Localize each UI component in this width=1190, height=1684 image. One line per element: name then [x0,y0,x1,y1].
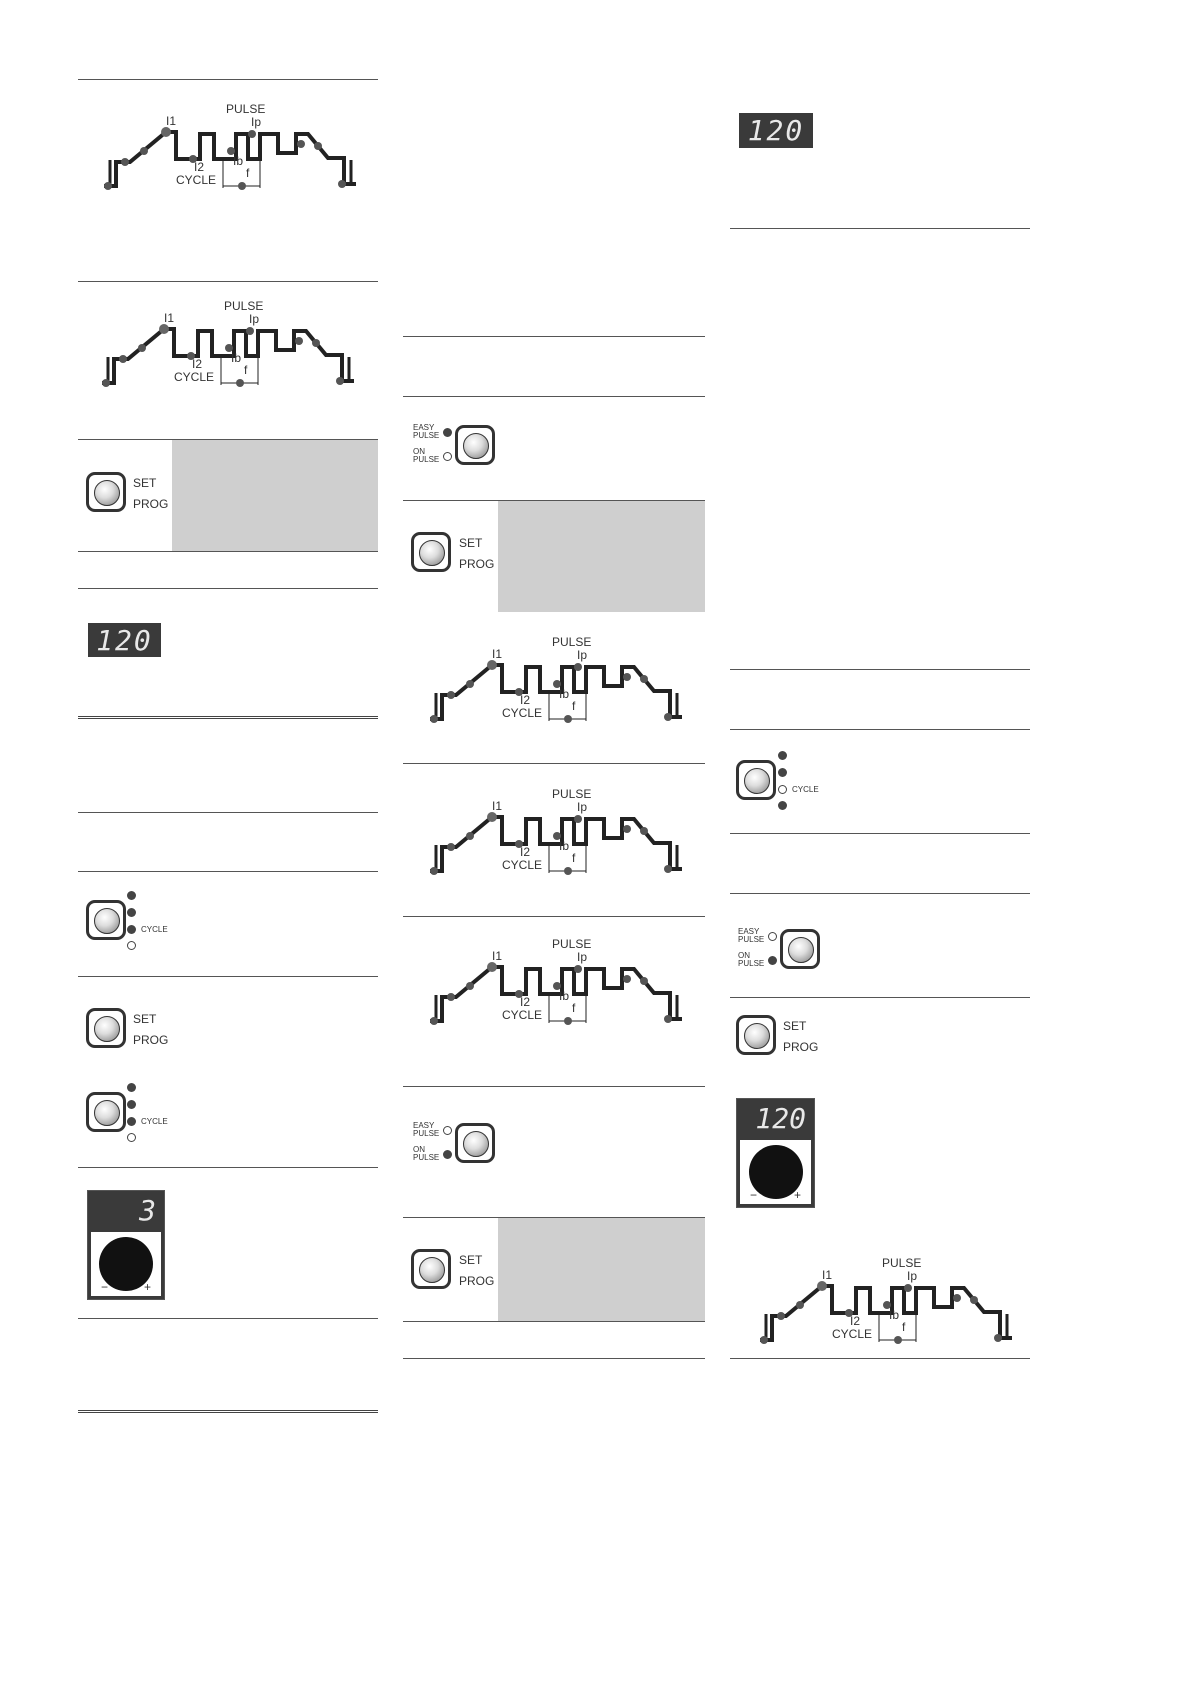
f-label: f [572,699,576,713]
cycle-mode-label: CYCLE [141,925,168,934]
cycle-label: CYCLE [174,370,215,384]
divider [78,551,378,552]
four-stroke-led [778,768,787,777]
pulse-cycle-diagram [96,100,366,200]
ib-label: Ib [233,154,244,168]
i2-label: I2 [520,693,531,707]
pulse-label: PULSE [882,1256,922,1270]
divider [730,669,1030,670]
ip-label: Ip [249,312,260,326]
divider [403,1321,705,1322]
i1-label: I1 [492,949,503,963]
i1-label: I1 [822,1268,833,1282]
four-stroke-led [127,908,136,917]
easy-pulse-label: EASY PULSE [413,423,440,440]
set-prog-button[interactable] [86,472,126,512]
divider [78,716,378,719]
easy-pulse-led [443,1126,452,1135]
i1-label: I1 [166,114,177,128]
divider [78,1318,378,1319]
pulse-label: PULSE [552,635,592,649]
i2-label: I2 [520,995,531,1009]
divider [730,729,1030,730]
mode-button[interactable] [736,760,776,800]
easy-pulse-led [768,932,777,941]
on-pulse-led [768,956,777,965]
info-panel [498,1218,705,1321]
pulse-label: PULSE [552,937,592,951]
divider [403,336,705,337]
set-prog-button[interactable] [86,1008,126,1048]
f-label: f [572,1001,576,1015]
easy-pulse-label: EASY PULSE [738,927,765,944]
current-display: 120 [88,623,161,657]
mode-button[interactable] [86,1092,126,1132]
prog-label: PROG [783,1040,819,1054]
divider [78,976,378,977]
f-label: f [244,363,248,377]
two-stroke-led [127,1083,136,1092]
ip-label: Ip [577,800,588,814]
four-stroke-led [127,1100,136,1109]
knob-face [91,1232,161,1296]
prog-label: PROG [133,1033,169,1047]
pulse-label: PULSE [226,102,266,116]
info-panel [172,440,378,551]
i1-label: I1 [164,311,175,325]
pulse-label: PULSE [552,787,592,801]
cycle-label: CYCLE [502,706,543,720]
cycle-label: CYCLE [502,858,543,872]
on-pulse-led [443,452,452,461]
ib-label: Ib [889,1308,900,1322]
pulse-cycle-diagram [422,633,692,733]
f-label: f [572,851,576,865]
set-prog-button[interactable] [411,532,451,572]
pulse-cycle-diagram [752,1254,1022,1354]
divider [730,893,1030,894]
ip-label: Ip [577,950,588,964]
divider [78,79,378,80]
i2-label: I2 [192,357,203,371]
pulse-label: PULSE [224,299,264,313]
ip-label: Ip [251,115,262,129]
knob-face [740,1140,811,1204]
on-pulse-led [443,1150,452,1159]
f-label: f [246,166,250,180]
divider [78,1410,378,1413]
spot-led [778,801,787,810]
ib-label: Ib [559,839,570,853]
plus-label: + [793,1188,801,1202]
minus-label: − [101,1280,109,1294]
divider [403,1086,705,1087]
pulse-cycle-diagram [94,297,364,397]
i2-label: I2 [850,1314,861,1328]
adjust-knob-unit[interactable] [736,1098,815,1208]
divider [730,997,1030,998]
prog-label: PROG [459,1274,495,1288]
ib-label: Ib [231,351,242,365]
divider [730,833,1030,834]
easy-pulse-label: EASY PULSE [413,1121,440,1138]
set-label: SET [783,1019,807,1033]
current-display: 120 [739,113,813,148]
cycle-label: CYCLE [176,173,217,187]
divider [78,588,378,589]
pulse-mode-button[interactable] [455,1123,495,1163]
ip-label: Ip [577,648,588,662]
divider [78,1167,378,1168]
pulse-cycle-diagram [422,785,692,885]
two-stroke-led [778,751,787,760]
divider [78,281,378,282]
spot-led [127,1133,136,1142]
two-stroke-led [127,891,136,900]
divider [403,916,705,917]
minus-label: − [750,1188,758,1202]
cycle-label: CYCLE [502,1008,543,1022]
f-label: f [902,1320,906,1334]
cycle-led [778,785,787,794]
set-label: SET [459,1253,483,1267]
i2-label: I2 [520,845,531,859]
divider [78,812,378,813]
cycle-mode-label: CYCLE [141,1117,168,1126]
i1-label: I1 [492,647,503,661]
set-label: SET [133,476,157,490]
divider [403,396,705,397]
on-pulse-label: ON PULSE [413,447,440,464]
ib-label: Ib [559,687,570,701]
knob-display: 3 [139,1193,156,1227]
on-pulse-label: ON PULSE [413,1145,440,1162]
divider [78,871,378,872]
divider [403,763,705,764]
set-label: SET [133,1012,157,1026]
pulse-mode-button[interactable] [455,425,495,465]
divider [403,1358,705,1359]
i1-label: I1 [492,799,503,813]
info-panel [498,501,705,612]
set-prog-button[interactable] [411,1249,451,1289]
cycle-mode-label: CYCLE [792,785,819,794]
cycle-led [127,1117,136,1126]
on-pulse-label: ON PULSE [738,951,765,968]
plus-label: + [143,1280,151,1294]
spot-led [127,941,136,950]
prog-label: PROG [133,497,169,511]
divider [730,228,1030,229]
ib-label: Ib [559,989,570,1003]
ip-label: Ip [907,1269,918,1283]
mode-button[interactable] [86,900,126,940]
divider [730,1358,1030,1359]
prog-label: PROG [459,557,495,571]
adjust-knob-unit[interactable] [87,1190,165,1300]
set-label: SET [459,536,483,550]
pulse-mode-button[interactable] [780,929,820,969]
set-prog-button[interactable] [736,1015,776,1055]
cycle-label: CYCLE [832,1327,873,1341]
i2-label: I2 [194,160,205,174]
knob-display: 120 [755,1101,806,1135]
easy-pulse-led [443,428,452,437]
cycle-led [127,925,136,934]
pulse-cycle-diagram [422,935,692,1035]
